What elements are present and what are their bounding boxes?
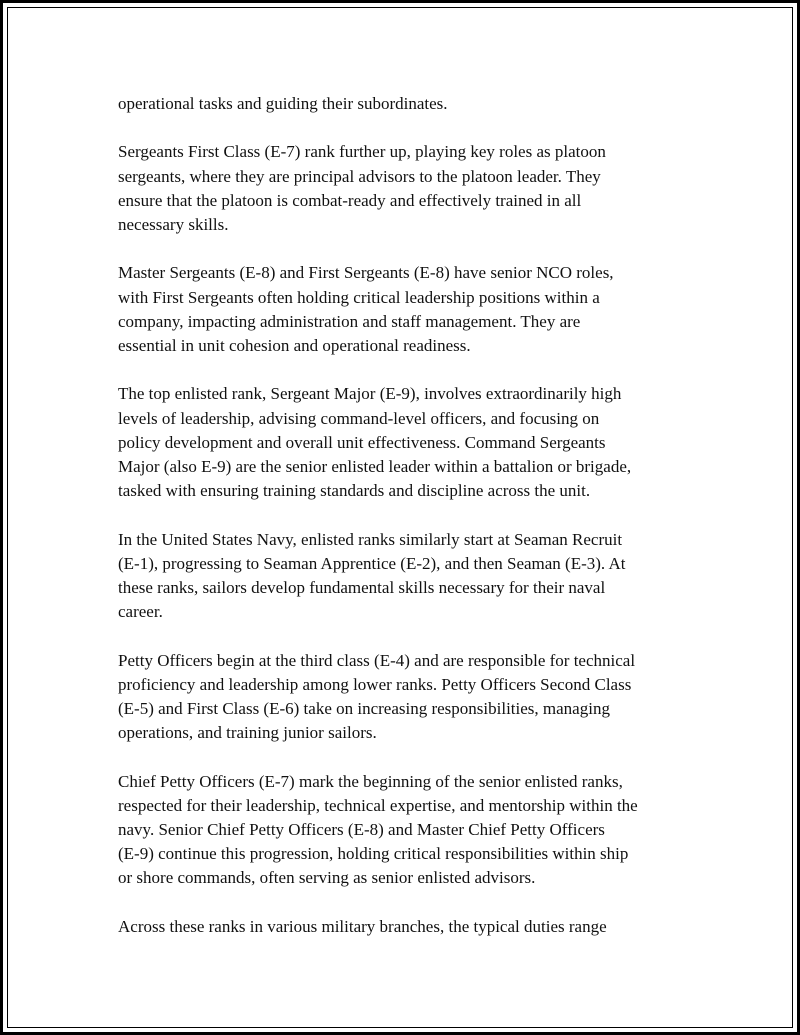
paragraph-3: Master Sergeants (E-8) and First Sergeants (E-8) have senior NCO roles, with First Sergeants often holding critical leadership positions within a company, impacting administration and staff management. They are essential in unit cohesion and operational readiness. — [118, 263, 614, 355]
paragraph-5: In the United States Navy, enlisted ranks similarly start at Seaman Recruit (E-1), progressing to Seaman Apprentice (E-2), and then Seaman (E-3). At these ranks, sailors develop fundamental skills necessary for their naval career. — [118, 529, 626, 622]
page-inner-border — [7, 7, 793, 1028]
paragraph-4: The top enlisted rank, Sergeant Major (E-9), involves extraordinarily high levels of leadership, advising command-level officers, and focusing on policy development and overall unit effectiveness. Command Sergeants Major (also E-9) are the senior enlisted leader within a battalion or brigade, tasked with ensuring training standards and discipline across the unit. — [118, 384, 632, 501]
paragraph-2: Sergeants First Class (E-7) rank further up, playing key roles as platoon sergeants, where they are principal advisors to the platoon leader. They ensure that the platoon is combat-ready and effectively trained in all necessary skills. — [118, 142, 606, 234]
paragraph-6: Petty Officers begin at the third class (E-4) and are responsible for technical proficiency and leadership among lower ranks. Petty Officers Second Class (E-5) and First Class (E-6) take on increasing responsibilities, managing operations, and training junior sailors. — [118, 650, 636, 743]
paragraph-7: Chief Petty Officers (E-7) mark the beginning of the senior enlisted ranks, respected for their leadership, technical expertise, and mentorship within the navy. Senior Chief Petty Officers (E-8) and Master Chief Petty Officers (E-9) continue this progression, holding critical responsibilities within ship or shore commands, often serving as senior enlisted advisors. — [118, 771, 638, 888]
document-body — [118, 92, 688, 963]
paragraph-1: operational tasks and guiding their subordinates. — [118, 94, 448, 113]
paragraph-8: Across these ranks in various military branches, the typical duties range — [118, 916, 607, 936]
